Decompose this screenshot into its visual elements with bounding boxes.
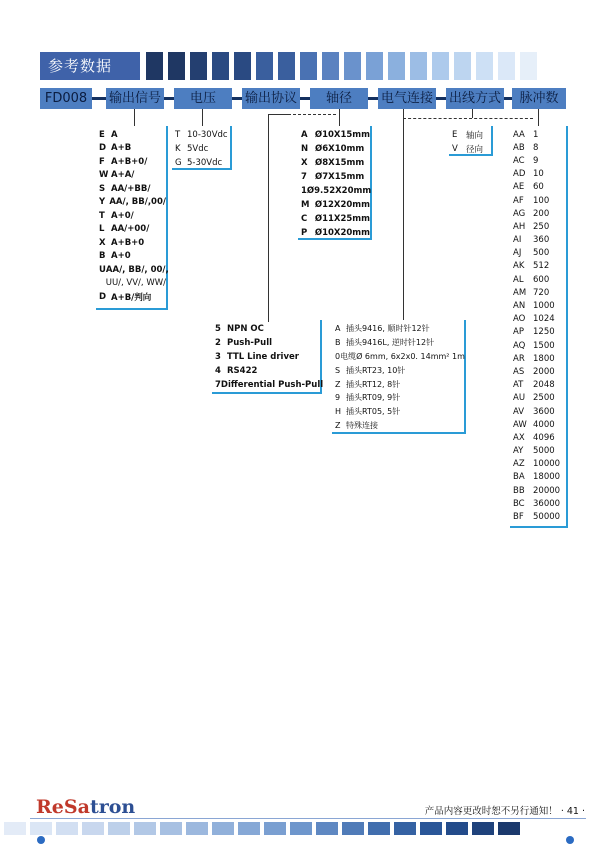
option-code: AE (513, 182, 525, 193)
option-code: W (99, 170, 109, 181)
list-item (335, 419, 464, 433)
list-item (215, 336, 320, 350)
leader-line (202, 109, 203, 126)
field-connection: 电气连接 (378, 88, 436, 109)
option-code: BB (513, 485, 525, 496)
option-desc: 36000 (533, 498, 561, 509)
option-code: 0 (335, 351, 341, 361)
option-desc: 电缆Ø 6mm, 6x2x0. 14mm² 1m (340, 351, 465, 361)
list-item (335, 363, 464, 377)
connector (300, 97, 310, 100)
option-desc: 1250 (533, 327, 555, 338)
option-code: AA (513, 129, 525, 140)
list-item (99, 142, 166, 156)
decoration-square (234, 52, 251, 80)
option-desc: 特殊连接 (346, 420, 378, 430)
decoration-square (366, 52, 383, 80)
option-desc: 18000 (533, 472, 561, 483)
option-desc: 10000 (533, 459, 561, 470)
option-desc: 插头9416, 顺时针12针 (346, 324, 430, 334)
list-item (513, 352, 566, 365)
connector (368, 97, 378, 100)
list-item (513, 471, 566, 484)
decoration-square (394, 822, 416, 835)
decoration-square (264, 822, 286, 835)
option-code: AF (513, 195, 524, 206)
decoration-square (256, 52, 273, 80)
list-item (301, 198, 370, 212)
option-desc: 1024 (533, 314, 555, 325)
option-code: AB (513, 142, 525, 153)
option-code: AI (513, 235, 522, 246)
decoration-square (82, 822, 104, 835)
option-desc: 1800 (533, 353, 555, 364)
footer-dot (566, 836, 574, 844)
option-code: AO (513, 314, 526, 325)
option-code: L (99, 224, 105, 235)
option-code: AW (513, 419, 527, 430)
decoration-square (56, 822, 78, 835)
option-desc: 插头9416L, 逆时针12针 (346, 338, 435, 348)
option-code: G (175, 158, 182, 168)
list-item (513, 273, 566, 286)
decoration-square (300, 52, 317, 80)
decoration-square (322, 52, 339, 80)
footer-divider (30, 818, 586, 819)
option-desc: 10 (533, 169, 544, 180)
list-item (513, 286, 566, 299)
list-item (301, 156, 370, 170)
option-desc: A+B+0 (111, 237, 145, 248)
option-code: BF (513, 512, 524, 523)
decoration-square (388, 52, 405, 80)
list-item (301, 128, 370, 142)
leader-line (339, 109, 340, 126)
option-desc: A+A/ (111, 170, 135, 181)
option-code: T (175, 130, 181, 140)
option-desc: Push-Pull (227, 338, 273, 348)
pulse-options (510, 126, 568, 528)
decoration-square (168, 52, 185, 80)
field-protocol: 输出协议 (242, 88, 300, 109)
option-desc: A+0/ (111, 210, 134, 221)
option-desc: A+0 (111, 251, 131, 262)
option-code: Z (335, 379, 341, 389)
option-code: AD (513, 169, 526, 180)
option-code: AK (513, 261, 525, 272)
list-item (335, 377, 464, 391)
option-desc: AA/, BB/, 00/, (105, 264, 169, 275)
option-desc: 2000 (533, 366, 555, 377)
list-item (513, 181, 566, 194)
list-item (513, 220, 566, 233)
connector (436, 97, 446, 100)
option-code: 3 (215, 352, 221, 362)
field-shaft: 轴径 (310, 88, 368, 109)
field-outlet: 出线方式 (446, 88, 504, 109)
option-desc: 9 (533, 155, 539, 166)
decoration-square (432, 52, 449, 80)
option-code: AP (513, 327, 524, 338)
option-desc: NPN OC (227, 324, 264, 334)
leader-line (403, 118, 533, 119)
option-desc: 8 (533, 142, 539, 153)
decoration-square (472, 822, 494, 835)
decoration-square (186, 822, 208, 835)
list-item (99, 169, 166, 183)
list-item (513, 168, 566, 181)
option-desc: 5Vdc (187, 144, 209, 154)
option-desc: 4000 (533, 419, 555, 430)
option-desc: 50000 (533, 512, 561, 523)
list-item (99, 155, 166, 169)
list-item (301, 184, 370, 198)
option-code: V (452, 144, 458, 154)
decoration-square (278, 52, 295, 80)
protocol-options (212, 320, 322, 394)
list-item (335, 391, 464, 405)
option-code: 4 (215, 366, 221, 376)
option-desc: Ø8X15mm (315, 158, 365, 168)
option-desc: 轴向 (466, 131, 484, 141)
option-code: 5 (215, 324, 221, 334)
option-desc: 60 (533, 182, 544, 193)
option-code: AM (513, 287, 527, 298)
option-code: 2 (215, 338, 221, 348)
decoration-square (212, 52, 229, 80)
footer-decoration (4, 822, 520, 835)
list-item (335, 336, 464, 350)
leader-line (472, 109, 473, 118)
list-item (513, 128, 566, 141)
shaft-options (298, 126, 372, 240)
list-item (513, 365, 566, 378)
list-item (301, 170, 370, 184)
option-code: D (99, 291, 107, 302)
decoration-square (410, 52, 427, 80)
list-item (513, 405, 566, 418)
list-item (513, 392, 566, 405)
option-desc: Ø9.52X20mm (306, 186, 372, 196)
option-code: AX (513, 432, 525, 443)
leader-line (134, 109, 135, 126)
resatron-logo: ReSatron (36, 796, 136, 818)
list-item (513, 299, 566, 312)
footer-dot (37, 836, 45, 844)
connector (504, 97, 512, 100)
option-code: AY (513, 446, 524, 457)
option-code: AC (513, 155, 525, 166)
option-desc: Ø7X15mm (315, 172, 365, 182)
option-desc: UU/, VV/, WW/ (105, 278, 166, 289)
list-item (513, 247, 566, 260)
option-desc: Differential Push-Pull (220, 380, 324, 390)
option-desc: Ø11X25mm (314, 214, 370, 224)
option-code: AZ (513, 459, 525, 470)
leader-line (403, 109, 404, 320)
option-desc: 5-30Vdc (187, 158, 223, 168)
decoration-square (316, 822, 338, 835)
field-voltage: 电压 (174, 88, 232, 109)
option-code: B (335, 338, 341, 348)
list-item (175, 156, 230, 170)
option-code: X (301, 158, 308, 168)
option-desc: A (111, 129, 118, 140)
decoration-square (420, 822, 442, 835)
list-item (301, 226, 370, 240)
option-desc: TTL Line driver (227, 352, 299, 362)
option-code: D (99, 143, 107, 154)
option-desc: Ø10X20mm (314, 228, 370, 238)
list-item (335, 350, 464, 364)
option-desc: 2500 (533, 393, 555, 404)
option-desc: 径向 (466, 145, 484, 155)
option-code: AR (513, 353, 525, 364)
option-code: Y (99, 197, 106, 208)
list-item (513, 313, 566, 326)
option-desc: 1500 (533, 340, 555, 351)
option-desc: 1 (533, 129, 539, 140)
option-desc: AA/, BB/,00/ (109, 197, 166, 208)
option-code: F (99, 156, 105, 167)
list-item (301, 142, 370, 156)
option-desc: 20000 (533, 485, 561, 496)
option-desc: 360 (533, 235, 550, 246)
option-desc: 200 (533, 208, 550, 219)
option-code: T (99, 210, 105, 221)
option-code: AV (513, 406, 525, 417)
decoration-square (290, 822, 312, 835)
list-item (99, 277, 166, 291)
option-code: BA (513, 472, 525, 483)
list-item (513, 326, 566, 339)
option-code: H (335, 407, 342, 417)
leader-line (288, 114, 336, 115)
option-code: AG (513, 208, 526, 219)
option-desc: Ø6X10mm (315, 144, 365, 154)
option-desc: 插头RT23, 10针 (346, 365, 406, 375)
leader-line (268, 114, 288, 115)
option-desc: 5000 (533, 446, 555, 457)
list-item (99, 209, 166, 223)
list-item (99, 196, 166, 210)
option-desc: 100 (533, 195, 550, 206)
decoration-square (108, 822, 130, 835)
option-desc: 4096 (533, 432, 555, 443)
option-desc: A+B/判向 (111, 292, 152, 303)
option-desc: 插头RT12, 8针 (346, 379, 401, 389)
connector (164, 97, 174, 100)
list-item (99, 263, 169, 277)
option-desc: 3600 (533, 406, 555, 417)
decoration-square (476, 52, 493, 80)
list-item (215, 378, 324, 392)
option-desc: 512 (533, 261, 550, 272)
option-code: E (452, 130, 458, 140)
list-item (513, 154, 566, 167)
field-pulses: 脉冲数 (512, 88, 566, 109)
option-desc: 2048 (533, 380, 555, 391)
list-item (215, 322, 320, 336)
option-code: AS (513, 366, 525, 377)
option-code: B (99, 251, 106, 262)
option-code: A (301, 130, 308, 140)
list-item (513, 141, 566, 154)
option-code: E (99, 129, 105, 140)
list-item (513, 445, 566, 458)
option-code: AH (513, 221, 526, 232)
option-desc: 1000 (533, 301, 555, 312)
option-code: AJ (513, 248, 522, 259)
option-desc: Ø10X15mm (314, 130, 370, 140)
list-item (452, 128, 491, 142)
leader-line (268, 114, 269, 322)
decoration-square (368, 822, 390, 835)
list-item (513, 260, 566, 273)
decoration-square (212, 822, 234, 835)
decoration-square (4, 822, 26, 835)
footer-note: 产品内容更改时恕不另行通知！ · 41 · (424, 806, 585, 817)
list-item (513, 497, 566, 510)
model-code: FD008 (40, 88, 92, 109)
decoration-square (190, 52, 207, 80)
list-item (513, 431, 566, 444)
decoration-square (454, 52, 471, 80)
option-code: M (301, 200, 310, 210)
option-code: N (301, 144, 309, 154)
option-code: AN (513, 301, 526, 312)
connection-options (332, 320, 466, 434)
decoration-square (498, 52, 515, 80)
decoration-square (446, 822, 468, 835)
option-code: S (335, 365, 341, 375)
list-item (99, 236, 166, 250)
voltage-options (172, 126, 232, 170)
decoration-square (238, 822, 260, 835)
list-item (513, 339, 566, 352)
option-desc: AA/+00/ (111, 224, 150, 235)
option-code: Z (335, 420, 341, 430)
option-code: S (99, 183, 106, 194)
outlet-options (449, 126, 493, 156)
option-code: AT (513, 380, 524, 391)
option-desc: 10-30Vdc (187, 130, 228, 140)
decoration-square (520, 52, 537, 80)
connector (232, 97, 242, 100)
list-item (215, 364, 320, 378)
list-item (513, 510, 566, 523)
option-code: AL (513, 274, 524, 285)
header-decoration (146, 52, 537, 80)
option-code: AU (513, 393, 526, 404)
option-desc: Ø12X20mm (314, 200, 370, 210)
decoration-square (134, 822, 156, 835)
list-item (99, 290, 166, 304)
list-item (99, 223, 166, 237)
option-code: X (99, 237, 106, 248)
option-desc: 600 (533, 274, 550, 285)
option-code: 1 (301, 186, 307, 196)
list-item (513, 379, 566, 392)
field-output-signal: 输出信号 (106, 88, 164, 109)
option-desc: RS422 (227, 366, 258, 376)
connector (92, 97, 106, 100)
list-item (335, 405, 464, 419)
option-code: P (301, 228, 308, 238)
option-code: 7 (215, 380, 221, 390)
option-code: K (175, 144, 181, 154)
decoration-square (160, 822, 182, 835)
option-code: 7 (301, 172, 307, 182)
option-desc: 500 (533, 248, 550, 259)
option-code: C (301, 214, 308, 224)
decoration-square (498, 822, 520, 835)
list-item (301, 212, 370, 226)
list-item (513, 458, 566, 471)
option-code: U (99, 264, 106, 275)
option-code: 9 (335, 393, 341, 403)
decoration-square (30, 822, 52, 835)
decoration-square (344, 52, 361, 80)
list-item (99, 250, 166, 264)
option-code: AQ (513, 340, 526, 351)
option-desc: 插头RT09, 9针 (346, 393, 401, 403)
option-desc: AA/+BB/ (111, 183, 151, 194)
leader-line (538, 109, 539, 126)
decoration-square (342, 822, 364, 835)
list-item (513, 207, 566, 220)
option-desc: 250 (533, 221, 550, 232)
decoration-square (146, 52, 163, 80)
list-item (215, 350, 320, 364)
list-item (175, 128, 230, 142)
list-item (513, 418, 566, 431)
list-item (99, 128, 166, 142)
option-desc: A+B (111, 143, 132, 154)
option-desc: 720 (533, 287, 550, 298)
option-code: A (335, 324, 341, 334)
list-item (99, 182, 166, 196)
option-desc: A+B+0/ (111, 156, 148, 167)
list-item (175, 142, 230, 156)
list-item (513, 484, 566, 497)
option-code: BC (513, 498, 525, 509)
page-title: 参考数据 (40, 52, 140, 80)
output-signal-options (96, 126, 168, 310)
list-item (452, 142, 491, 156)
option-desc: 插头RT05, 5针 (346, 407, 401, 417)
list-item (513, 194, 566, 207)
list-item (513, 234, 566, 247)
list-item (335, 322, 464, 336)
